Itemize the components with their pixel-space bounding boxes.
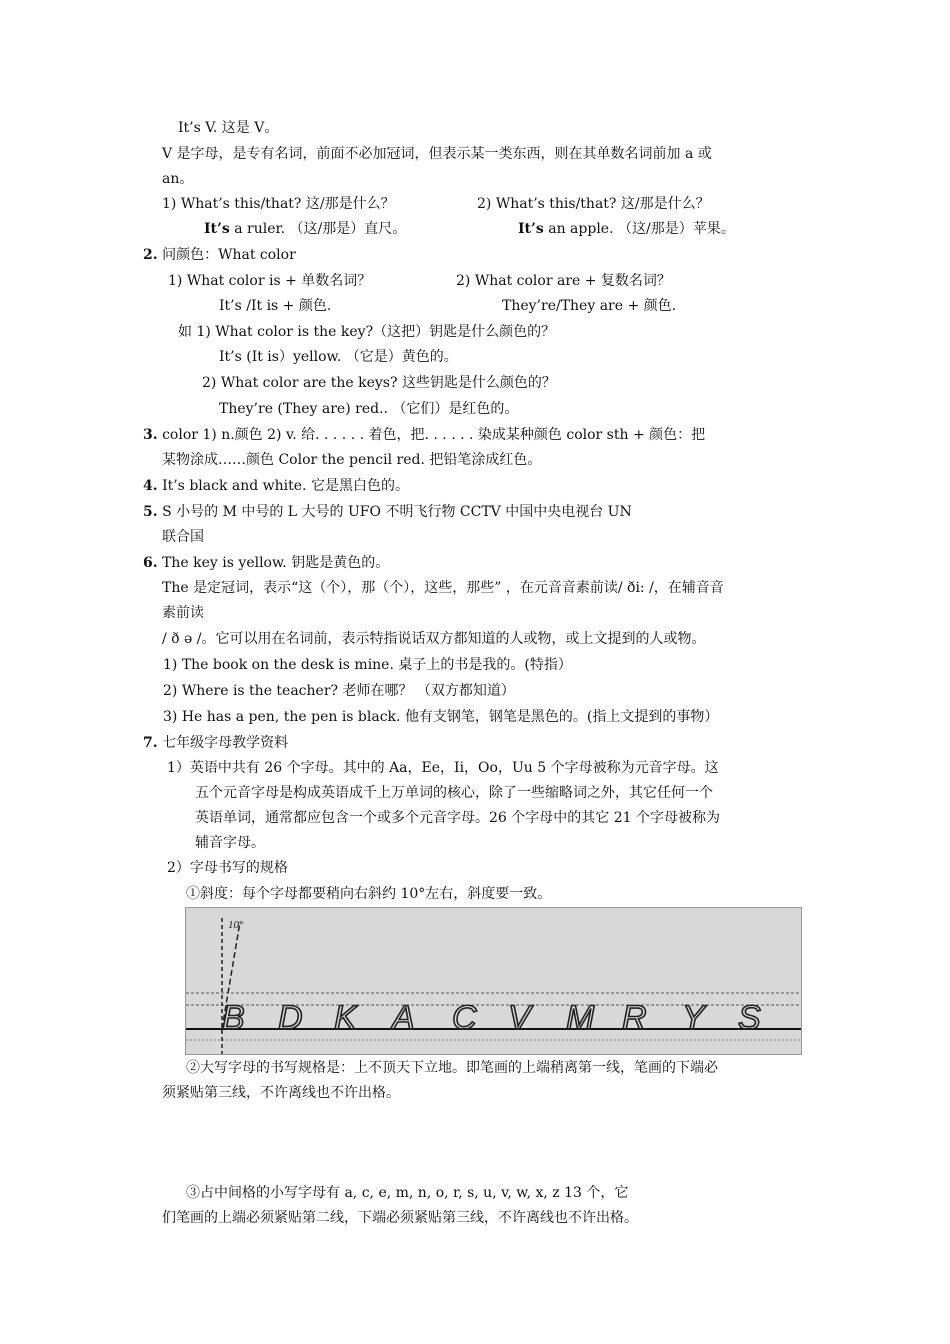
text-span: 七年级字母教学资料 xyxy=(157,735,289,751)
text-line: 素前读 xyxy=(162,605,204,621)
sample-letter: C xyxy=(452,999,477,1037)
text-line: 3) He has a pen, the pen is black. 他有支钢笔，钢笔是黑色的。(指上文提到的事物） xyxy=(163,709,719,725)
text-line: It’s (It is）yellow. （它是）黄色的。 xyxy=(219,349,458,365)
sample-letter: R xyxy=(622,999,647,1037)
angle-label: 10° xyxy=(228,919,244,931)
sample-letter: M xyxy=(566,999,595,1037)
text-line: 2) What color are the keys? 这些钥匙是什么颜色的？ xyxy=(202,375,556,391)
sample-letter: Y xyxy=(682,999,705,1037)
text-line: V 是字母，是专有名词，前面不必加冠词，但表示某一类东西，则在其单数名词前加 a 或 xyxy=(162,146,712,162)
text-span: S 小号的 M 中号的 L 大号的 UFO 不明飞行物 CCTV 中国中央电视台 UN xyxy=(157,504,632,520)
sample-letter: D xyxy=(278,999,303,1037)
text-line xyxy=(518,219,735,239)
text-line: The 是定冠词，表示“这（个），那（个），这些，那些” ，在元音音素前读/ ði: /，在辅音音 xyxy=(162,580,724,596)
text-line: They’re/They are + 颜色. xyxy=(502,298,677,314)
text-line: 1) The book on the desk is mine. 桌子上的书是我的。(特指） xyxy=(163,657,572,673)
text-line: ①斜度：每个字母都要稍向右斜约 10°左右，斜度要一致。 xyxy=(186,886,552,902)
sample-letter: A xyxy=(392,999,415,1037)
bold-text: It’s xyxy=(518,221,544,237)
text-line: It’s /It is + 颜色. xyxy=(219,298,332,314)
text-line: 五个元音字母是构成英语成千上万单词的核心，除了一些缩略词之外，其它任何一个 xyxy=(195,785,713,801)
section-number: 5. xyxy=(143,504,158,520)
section-number: 3. xyxy=(143,427,158,443)
text-line: 1) What’s this/that? 这/那是什么？ xyxy=(162,196,395,212)
text-line: 2) Where is the teacher? 老师在哪？ （双方都知道） xyxy=(163,683,515,699)
text-line: 辅音字母。 xyxy=(195,835,265,851)
text-span: color 1) n.颜色 2) v. 给. . . . . . 着色，把. . . . . . 染成某种颜色 color sth + 颜色：把 xyxy=(157,427,706,443)
sample-letter: K xyxy=(334,999,357,1037)
text-line: 2) What’s this/that? 这/那是什么？ xyxy=(477,196,710,212)
text-line: 英语单词，通常都应包含一个或多个元音字母。26 个字母中的其它 21 个字母被称为 xyxy=(195,810,720,826)
text-line xyxy=(204,219,406,239)
text-line: They’re (They are) red.. （它们）是红色的。 xyxy=(219,401,519,417)
section-heading xyxy=(143,476,409,496)
text-span: 问颜色：What color xyxy=(157,247,296,263)
text-line: 2）字母书写的规格 xyxy=(167,860,288,876)
text-line: / ð ə /。它可以用在名词前，表示特指说话双方都知道的人或物，或上文提到的人或物。 xyxy=(162,631,706,647)
text-line: 1) What color is + 单数名词？ xyxy=(168,273,372,289)
bold-text: It’s xyxy=(204,221,230,237)
text-line: 1）英语中共有 26 个字母。其中的 Aa，Ee，Ii，Oo，Uu 5 个字母被称为元音字母。这 xyxy=(167,760,719,776)
section-number: 4. xyxy=(143,478,158,494)
text-line: It’s V. 这是 V。 xyxy=(178,120,279,136)
section-number: 6. xyxy=(143,555,158,571)
text-line: ②大写字母的书写规格是：上不顶天下立地。即笔画的上端稍离第一线，笔画的下端必 xyxy=(186,1060,718,1076)
section-heading xyxy=(143,245,296,265)
text-line: ③占中间格的小写字母有 a, c, e, m, n, o, r, s, u, v, w, x, z 13 个，它 xyxy=(186,1185,629,1201)
section-heading xyxy=(143,502,632,522)
text-span: The key is yellow. 钥匙是黄色的。 xyxy=(157,555,390,571)
sample-letter: V xyxy=(508,999,531,1037)
handwriting-figure xyxy=(185,907,802,1055)
text-line: an。 xyxy=(162,171,194,187)
sample-letter: B xyxy=(222,999,245,1037)
section-number: 7. xyxy=(143,735,158,751)
text-span: an apple. （这/那是）苹果。 xyxy=(543,221,735,237)
text-line: 联合国 xyxy=(162,529,204,545)
text-line: 们笔画的上端必须紧贴第二线，下端必须紧贴第三线，不许离线也不许出格。 xyxy=(162,1210,638,1226)
section-heading xyxy=(143,733,288,753)
text-span: It’s black and white. 它是黑白色的。 xyxy=(157,478,409,494)
text-span: a ruler. （这/那是）直尺。 xyxy=(229,221,407,237)
handwriting-guide-svg xyxy=(186,908,801,1054)
text-line: 须紧贴第三线，不许离线也不许出格。 xyxy=(162,1085,400,1101)
text-line: 某物涂成……颜色 Color the pencil red. 把铅笔涂成红色。 xyxy=(162,452,542,468)
section-number: 2. xyxy=(143,247,158,263)
section-heading xyxy=(143,425,705,445)
sample-letter: S xyxy=(738,999,761,1037)
text-line: 2) What color are + 复数名词？ xyxy=(456,273,671,289)
text-line: 如 1) What color is the key?（这把）钥匙是什么颜色的？ xyxy=(178,324,556,340)
section-heading xyxy=(143,553,389,573)
